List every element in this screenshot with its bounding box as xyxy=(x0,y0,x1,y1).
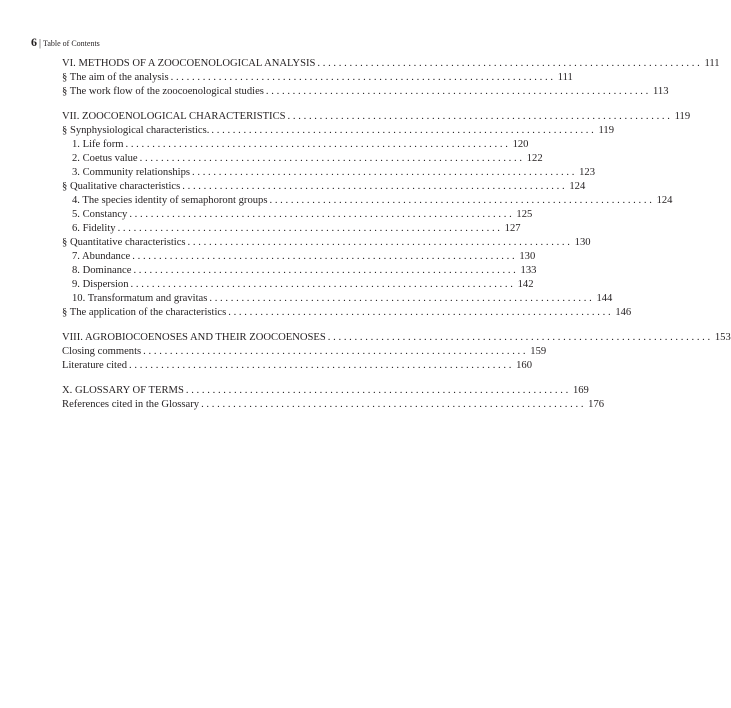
dot-leader: ........................................................................ xyxy=(129,360,515,371)
toc-entry-page: 159 xyxy=(530,346,547,357)
toc-entry-page: 119 xyxy=(674,111,691,122)
toc-entry-label: VI. METHODS OF A ZOOCOENOLOGICAL ANALYSIS xyxy=(62,58,316,69)
toc-entry-page: 111 xyxy=(557,72,573,83)
toc-entry-page: 113 xyxy=(653,86,669,97)
toc-entry[interactable] xyxy=(62,278,534,292)
toc-entry-page: 144 xyxy=(596,293,613,304)
toc-entry-label: 8. Dominance xyxy=(72,265,132,276)
toc-entry-page: 133 xyxy=(520,265,537,276)
dot-leader: ........................................................................ xyxy=(327,332,713,343)
toc-entry[interactable] xyxy=(62,71,573,85)
toc-entry-label: § The application of the characteristics xyxy=(62,307,227,318)
toc-entry-page: 111 xyxy=(704,58,720,69)
running-head-title: Table of Contents xyxy=(43,39,100,48)
toc-entry-label: VIII. AGROBIOCOENOSES AND THEIR ZOOCOENOSES xyxy=(62,332,326,343)
toc-entry-label: 7. Abundance xyxy=(72,251,131,262)
toc-entry-page: 176 xyxy=(588,399,605,410)
dot-leader: ........................................................................ xyxy=(139,153,525,164)
toc-entry[interactable] xyxy=(62,110,691,124)
toc-entry-label: X. GLOSSARY OF TERMS xyxy=(62,385,184,396)
toc-entry[interactable] xyxy=(62,359,532,373)
dot-leader: ........................................................................ xyxy=(269,195,655,206)
dot-leader: ........................................................................ xyxy=(287,111,673,122)
toc-entry[interactable] xyxy=(62,57,720,71)
section-gap xyxy=(62,373,401,384)
toc-entry[interactable] xyxy=(62,194,673,208)
table-of-contents xyxy=(62,57,731,412)
dot-leader: ........................................................................ xyxy=(228,307,614,318)
toc-entry[interactable] xyxy=(62,384,589,398)
section-gap xyxy=(62,99,401,110)
toc-entry-page: 119 xyxy=(598,125,614,136)
dot-leader: ........................................................................ xyxy=(187,237,573,248)
toc-entry-label: 3. Community relationships xyxy=(72,167,191,178)
toc-entry-page: 120 xyxy=(512,139,529,150)
toc-entry-label: 1. Life form xyxy=(72,139,124,150)
running-head xyxy=(31,35,100,50)
toc-entry[interactable] xyxy=(62,236,591,250)
toc-entry[interactable] xyxy=(62,85,669,99)
toc-entry-label: 4. The species identity of semaphoront groups xyxy=(72,195,268,206)
toc-entry-label: § Quantitative characteristics xyxy=(62,237,186,248)
toc-entry[interactable] xyxy=(62,292,613,306)
toc-entry-label: 10. Transformatum and gravitas xyxy=(72,293,208,304)
toc-entry-page: 122 xyxy=(526,153,543,164)
toc-entry-page: 124 xyxy=(569,181,586,192)
toc-entry-label: 6. Fidelity xyxy=(72,223,116,234)
toc-entry[interactable] xyxy=(62,208,533,222)
toc-entry-page: 169 xyxy=(572,385,589,396)
toc-entry-page: 153 xyxy=(714,332,731,343)
toc-entry[interactable] xyxy=(62,166,595,180)
toc-entry-page: 130 xyxy=(574,237,591,248)
toc-entry[interactable] xyxy=(62,152,543,166)
toc-entry-label: Literature cited xyxy=(62,360,127,371)
toc-entry[interactable] xyxy=(62,398,605,412)
toc-entry-label: § The aim of the analysis xyxy=(62,72,169,83)
dot-leader: ........................................................................ xyxy=(129,209,515,220)
page-number: 6 xyxy=(31,35,37,49)
toc-entry-page: 160 xyxy=(516,360,532,371)
toc-entry-page: 123 xyxy=(579,167,595,178)
toc-entry[interactable] xyxy=(62,331,731,345)
toc-entry-label: 5. Constancy xyxy=(72,209,128,220)
toc-entry[interactable] xyxy=(62,345,547,359)
dot-leader: ........................................................................ xyxy=(170,72,556,83)
section-gap xyxy=(62,320,401,331)
dot-leader: ........................................................................ xyxy=(132,251,518,262)
dot-leader: ........................................................................ xyxy=(201,399,587,410)
toc-entry[interactable] xyxy=(62,250,536,264)
toc-entry[interactable] xyxy=(62,180,586,194)
toc-entry[interactable] xyxy=(62,138,529,152)
dot-leader: ........................................................................ xyxy=(211,125,597,136)
toc-entry-label: References cited in the Glossary xyxy=(62,399,200,410)
toc-entry-page: 124 xyxy=(656,195,673,206)
dot-leader: ........................................................................ xyxy=(143,346,529,357)
dot-leader: ........................................................................ xyxy=(117,223,503,234)
dot-leader: ........................................................................ xyxy=(133,265,519,276)
dot-leader: ........................................................................ xyxy=(185,385,571,396)
toc-entry[interactable] xyxy=(62,306,632,320)
toc-entry-page: 146 xyxy=(615,307,632,318)
dot-leader: ........................................................................ xyxy=(317,58,703,69)
toc-entry[interactable] xyxy=(62,264,537,278)
toc-entry[interactable] xyxy=(62,222,521,236)
dot-leader: ........................................................................ xyxy=(182,181,568,192)
header-separator: | xyxy=(39,38,42,49)
dot-leader: ........................................................................ xyxy=(130,279,516,290)
toc-entry-page: 127 xyxy=(504,223,521,234)
toc-entry-page: 130 xyxy=(519,251,536,262)
toc-entry-label: § The work flow of the zoocoenological studies xyxy=(62,86,264,97)
dot-leader: ........................................................................ xyxy=(192,167,578,178)
toc-entry-label: § Synphysiological characteristics. xyxy=(62,125,210,136)
dot-leader: ........................................................................ xyxy=(265,86,652,97)
toc-entry-page: 125 xyxy=(516,209,533,220)
dot-leader: ........................................................................ xyxy=(125,139,511,150)
toc-entry-page: 142 xyxy=(517,279,534,290)
toc-entry-label: 9. Dispersion xyxy=(72,279,129,290)
toc-entry-label: Closing comments xyxy=(62,346,142,357)
toc-entry-label: VII. ZOOCOENOLOGICAL CHARACTERISTICS xyxy=(62,111,286,122)
dot-leader: ........................................................................ xyxy=(209,293,595,304)
toc-entry-label: 2. Coetus value xyxy=(72,153,138,164)
toc-entry[interactable] xyxy=(62,124,614,138)
toc-entry-label: § Qualitative characteristics xyxy=(62,181,181,192)
